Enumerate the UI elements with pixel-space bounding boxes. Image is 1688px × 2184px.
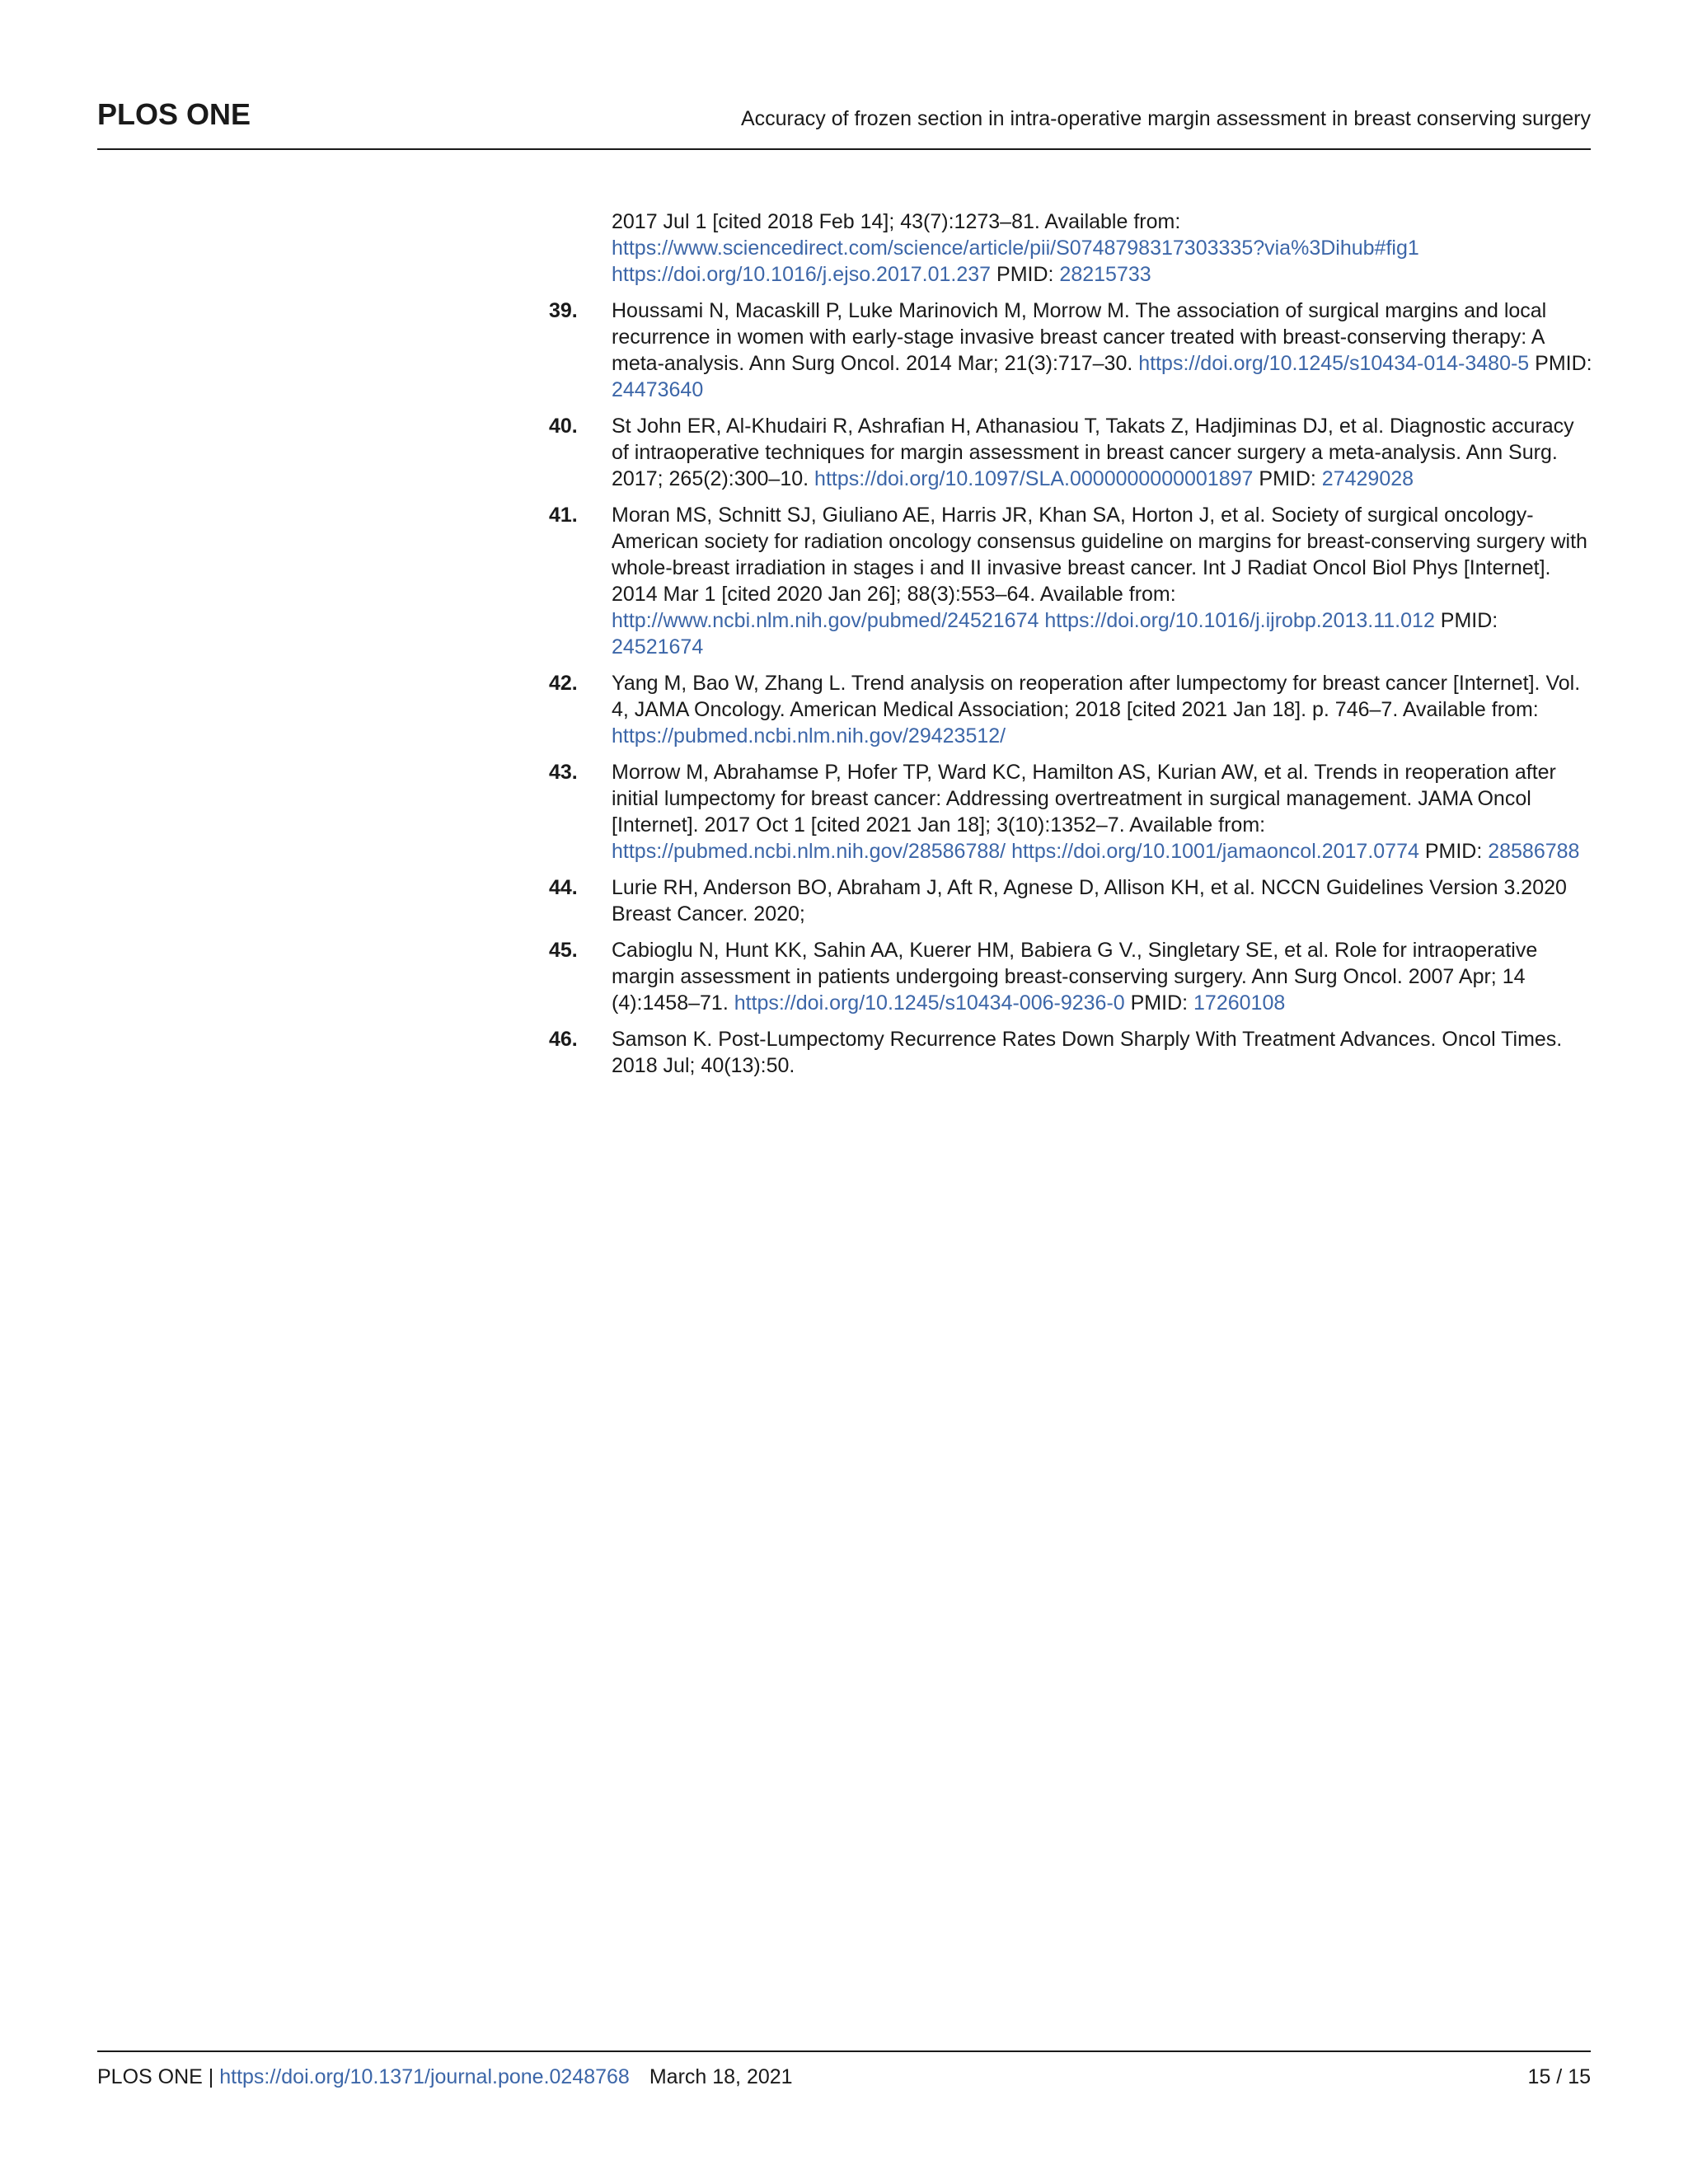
reference-body [612, 502, 1593, 660]
reference-number: 41. [549, 504, 578, 527]
reference-43 [551, 759, 1593, 865]
reference-text: Cabioglu N, Hunt KK, Sahin AA, Kuerer HM, Babiera G V., Singletary SE, et al. Role for intraoperative margin assessment in patients undergoing breast-conserving surgery. Ann Surg Oncol. 2007 Apr; 14 (4):1458–71. [612, 939, 1538, 1015]
reference-40 [551, 413, 1593, 492]
pmid-link[interactable]: 24521674 [612, 635, 704, 658]
reference-text: PMID: [1124, 991, 1194, 1015]
reference-body [612, 298, 1593, 403]
journal-logo: PLOS ONE [97, 97, 251, 131]
reference-38-continued [551, 209, 1593, 288]
reference-39 [551, 298, 1593, 403]
reference-body [612, 413, 1593, 492]
reference-number: 46. [549, 1028, 578, 1051]
reference-number: 39. [549, 299, 578, 322]
doi-link[interactable]: https://doi.org/10.1001/jamaoncol.2017.0774 [1011, 840, 1419, 863]
reference-body [612, 670, 1593, 749]
reference-number: 44. [549, 876, 578, 899]
reference-number: 42. [549, 672, 578, 695]
reference-44 [551, 874, 1593, 927]
footer-doi-link[interactable]: https://doi.org/10.1371/journal.pone.0248768 [219, 2065, 630, 2088]
reference-number: 43. [549, 761, 578, 784]
reference-text: PMID: [991, 263, 1060, 286]
running-title: Accuracy of frozen section in intra-operative margin assessment in breast conserving surgery [740, 107, 1591, 130]
reference-number: 45. [549, 939, 578, 962]
reference-body [612, 209, 1593, 288]
pubmed-link[interactable]: http://www.ncbi.nlm.nih.gov/pubmed/24521674 [612, 609, 1039, 632]
reference-41 [551, 502, 1593, 660]
reference-text: Houssami N, Macaskill P, Luke Marinovich M, Morrow M. The association of surgical margins and local recurrence in women with early-stage invasive breast cancer treated with breast-conserving therapy: A meta-analysis. Ann Surg Oncol. 2014 Mar; 21(3):717–30. [612, 299, 1547, 375]
page-footer [97, 2065, 793, 2089]
reference-text: PMID: [1529, 352, 1592, 375]
reference-46 [551, 1026, 1593, 1079]
reference-body [612, 1026, 1593, 1079]
reference-text: PMID: [1418, 840, 1489, 863]
reference-text: Samson K. Post-Lumpectomy Recurrence Rates Down Sharply With Treatment Advances. Oncol Times. 2018 Jul; 40(13):50. [612, 1028, 1563, 1077]
footer-date: March 18, 2021 [649, 2065, 793, 2088]
pubmed-link[interactable]: https://pubmed.ncbi.nlm.nih.gov/29423512/ [612, 724, 1006, 748]
doi-link[interactable]: https://doi.org/10.1245/s10434-014-3480-5 [1138, 352, 1530, 375]
pmid-link[interactable]: 17260108 [1193, 991, 1286, 1015]
header-divider [97, 148, 1591, 150]
pmid-link[interactable]: 28215733 [1059, 263, 1151, 286]
reference-number: 40. [549, 415, 578, 438]
pmid-link[interactable]: 28586788 [1488, 840, 1580, 863]
reference-text: Lurie RH, Anderson BO, Abraham J, Aft R, Agnese D, Allison KH, et al. NCCN Guidelines Version 3.2020 Breast Cancer. 2020; [612, 876, 1567, 926]
reference-45 [551, 937, 1593, 1016]
doi-link[interactable]: https://doi.org/10.1245/s10434-006-9236-0 [734, 991, 1125, 1015]
page-number: 15 / 15 [1527, 2065, 1591, 2088]
reference-text: St John ER, Al-Khudairi R, Ashrafian H, Athanasiou T, Takats Z, Hadjiminas DJ, et al. Diagnostic accuracy of intraoperative techniques for margin assessment in breast cancer surgery a meta-analysis. Ann Surg. 2017; 265(2):300–10. [612, 415, 1574, 490]
reference-text: PMID: [1253, 467, 1322, 490]
reference-text: Yang M, Bao W, Zhang L. Trend analysis on reoperation after lumpectomy for breast cancer [Internet]. Vol. 4, JAMA Oncology. American Medical Association; 2018 [cited 2021 Jan 18]. p. 746–7. Available from: [612, 672, 1581, 721]
reference-body [612, 937, 1593, 1016]
footer-divider [97, 2050, 1591, 2052]
reference-text: PMID: [1434, 609, 1498, 632]
reference-body [612, 759, 1593, 865]
reference-body [612, 874, 1593, 927]
reference-link[interactable]: https://www.sciencedirect.com/science/article/pii/S0748798317303335?via%3Dihub#fig1 [612, 237, 1419, 260]
reference-list [551, 209, 1593, 1089]
reference-text: Morrow M, Abrahamse P, Hofer TP, Ward KC, Hamilton AS, Kurian AW, et al. Trends in reoperation after initial lumpectomy for breast cancer: Addressing overtreatment in surgical management. JAMA Oncol [Internet]. 2017 Oct 1 [cited 2021 Jan 18]; 3(10):1352–7. Available from: [612, 761, 1556, 837]
doi-link[interactable]: https://doi.org/10.1016/j.ejso.2017.01.237 [612, 263, 992, 286]
doi-link[interactable]: https://doi.org/10.1016/j.ijrobp.2013.11.012 [1044, 609, 1435, 632]
reference-42 [551, 670, 1593, 749]
doi-link[interactable]: https://doi.org/10.1097/SLA.0000000000001897 [814, 467, 1254, 490]
pmid-link[interactable]: 27429028 [1321, 467, 1414, 490]
pubmed-link[interactable]: https://pubmed.ncbi.nlm.nih.gov/28586788/ [612, 840, 1006, 863]
reference-text: 2017 Jul 1 [cited 2018 Feb 14]; 43(7):1273–81. Available from: [612, 210, 1181, 233]
pmid-link[interactable]: 24473640 [612, 378, 704, 401]
reference-text: Moran MS, Schnitt SJ, Giuliano AE, Harris JR, Khan SA, Horton J, et al. Society of surgical oncology-American society for radiation oncology consensus guideline on margins for breast-conserving surgery with whole-breast irradiation in stages i and II invasive breast cancer. Int J Radiat Oncol Biol Phys [Internet]. 2014 Mar 1 [cited 2020 Jan 26]; 88(3):553–64. Available from: [612, 504, 1587, 606]
footer-journal: PLOS ONE | [97, 2065, 220, 2088]
